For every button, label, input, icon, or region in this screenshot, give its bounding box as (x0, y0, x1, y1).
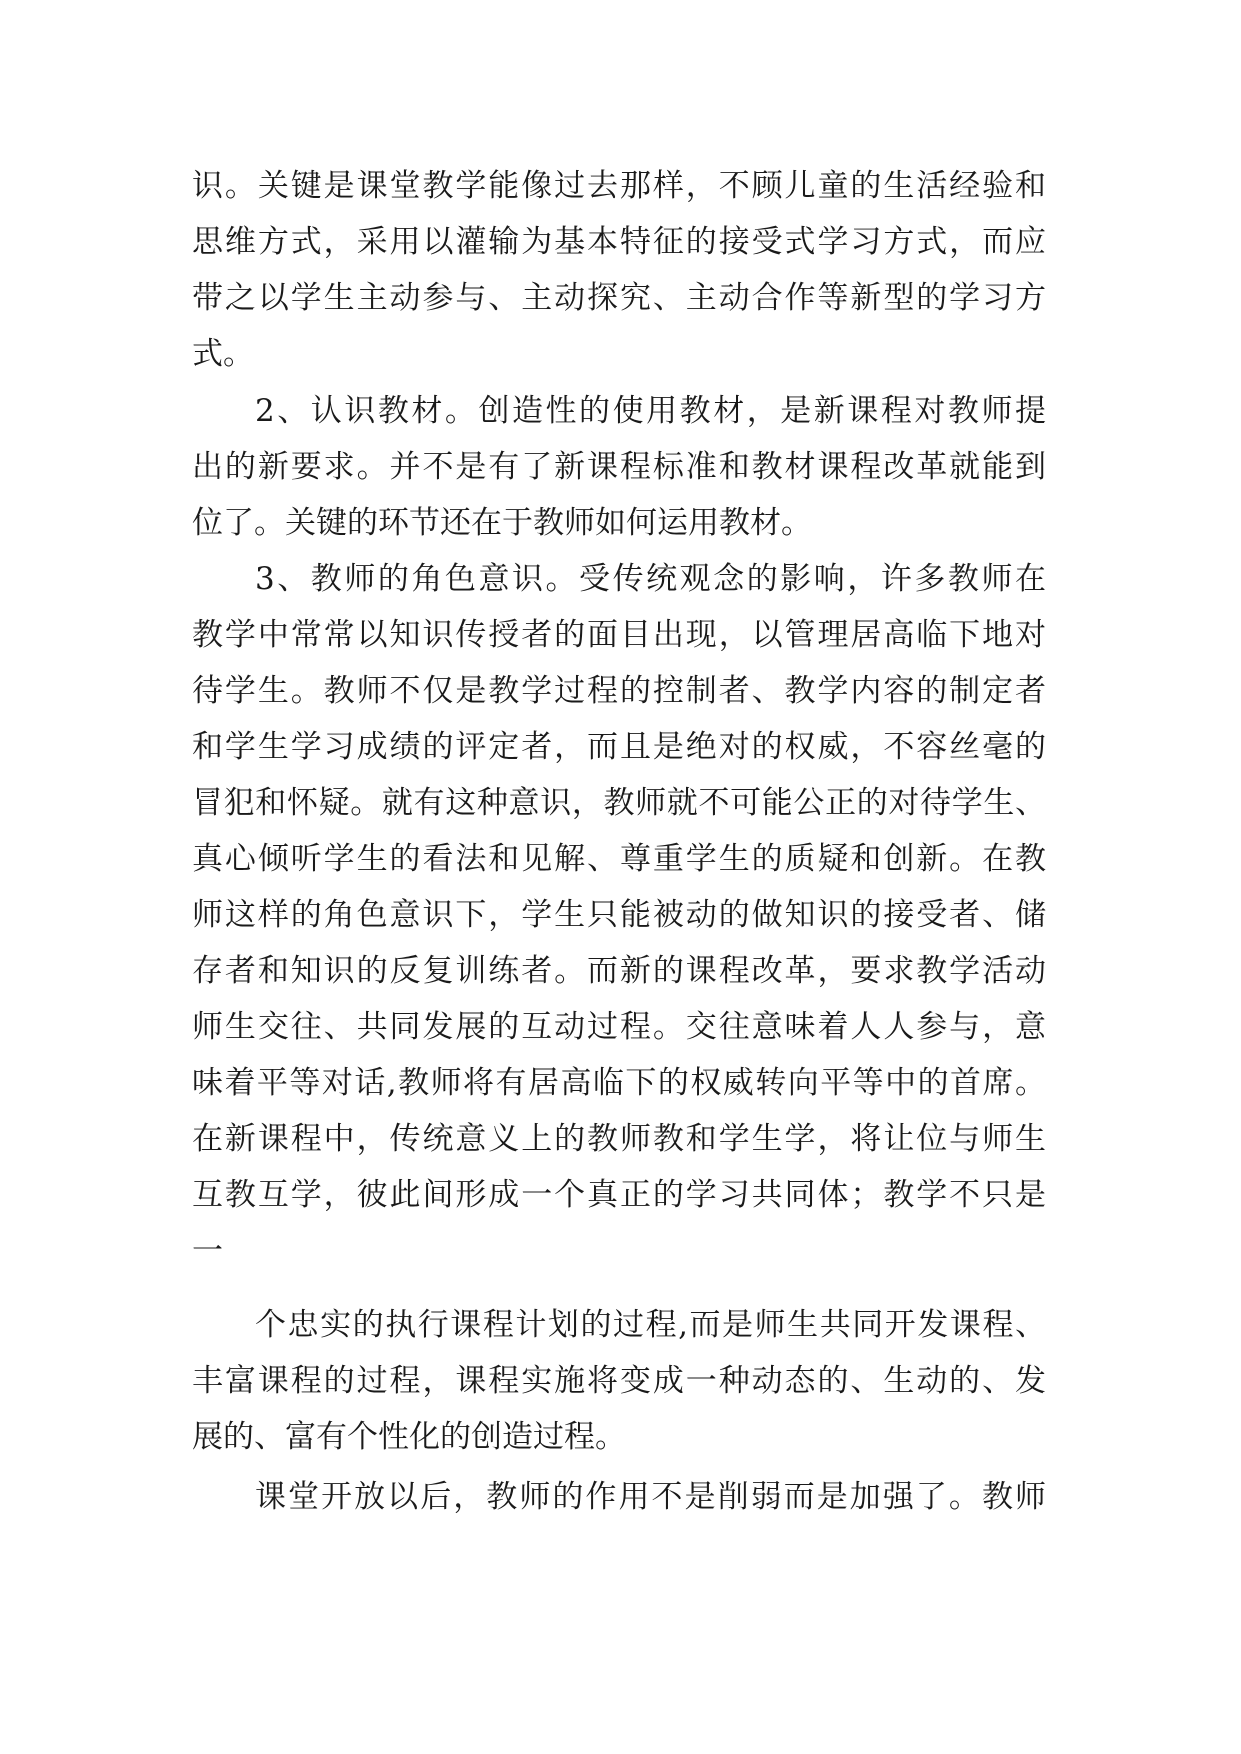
text-line: 在新课程中，传统意义上的教师教和学生学，将让位与师生 (192, 1121, 1046, 1157)
text-line: 教学中常常以知识传授者的面目出现，以管理居高临下地对 (192, 617, 1046, 653)
paragraph-first-line: 课堂开放以后，教师的作用不是削弱而是加强了。教师 (255, 1479, 1046, 1515)
text-line: 式。 (192, 336, 254, 372)
text-line: 存者和知识的反复训练者。而新的课程改革，要求教学活动 (192, 953, 1046, 989)
text-line: 待学生。教师不仅是教学过程的控制者、教学内容的制定者 (192, 673, 1046, 709)
text-line: 师生交往、共同发展的互动过程。交往意味着人人参与，意 (192, 1009, 1046, 1045)
text-line: 识。关键是课堂教学能像过去那样，不顾儿童的生活经验和 (192, 168, 1046, 204)
paragraph-first-line: 3、教师的角色意识。受传统观念的影响，许多教师在 (255, 561, 1046, 597)
text-line: 互教互学，彼此间形成一个真正的学习共同体；教学不只是 (192, 1177, 1046, 1213)
text-line: 思维方式，采用以灌输为基本特征的接受式学习方式，而应 (192, 224, 1046, 260)
text-line: 味着平等对话,教师将有居高临下的权威转向平等中的首席。 (192, 1065, 1046, 1101)
text-line: 带之以学生主动参与、主动探究、主动合作等新型的学习方 (192, 280, 1046, 316)
text-line: 一 (192, 1233, 223, 1269)
text-line: 位了。关键的环节还在于教师如何运用教材。 (192, 505, 812, 541)
text-line: 展的、富有个性化的创造过程。 (192, 1419, 626, 1455)
text-line: 真心倾听学生的看法和见解、尊重学生的质疑和创新。在教 (192, 841, 1046, 877)
text-line: 冒犯和怀疑。就有这种意识，教师就不可能公正的对待学生、 (192, 785, 1046, 821)
text-line: 丰富课程的过程，课程实施将变成一种动态的、生动的、发 (192, 1363, 1046, 1399)
paragraph-first-line: 个忠实的执行课程计划的过程,而是师生共同开发课程、 (255, 1307, 1046, 1343)
text-line: 出的新要求。并不是有了新课程标准和教材课程改革就能到 (192, 449, 1046, 485)
text-line: 和学生学习成绩的评定者，而且是绝对的权威，不容丝毫的 (192, 729, 1046, 765)
paragraph-first-line: 2、认识教材。创造性的使用教材，是新课程对教师提 (255, 393, 1046, 429)
text-line: 师这样的角色意识下，学生只能被动的做知识的接受者、储 (192, 897, 1046, 933)
